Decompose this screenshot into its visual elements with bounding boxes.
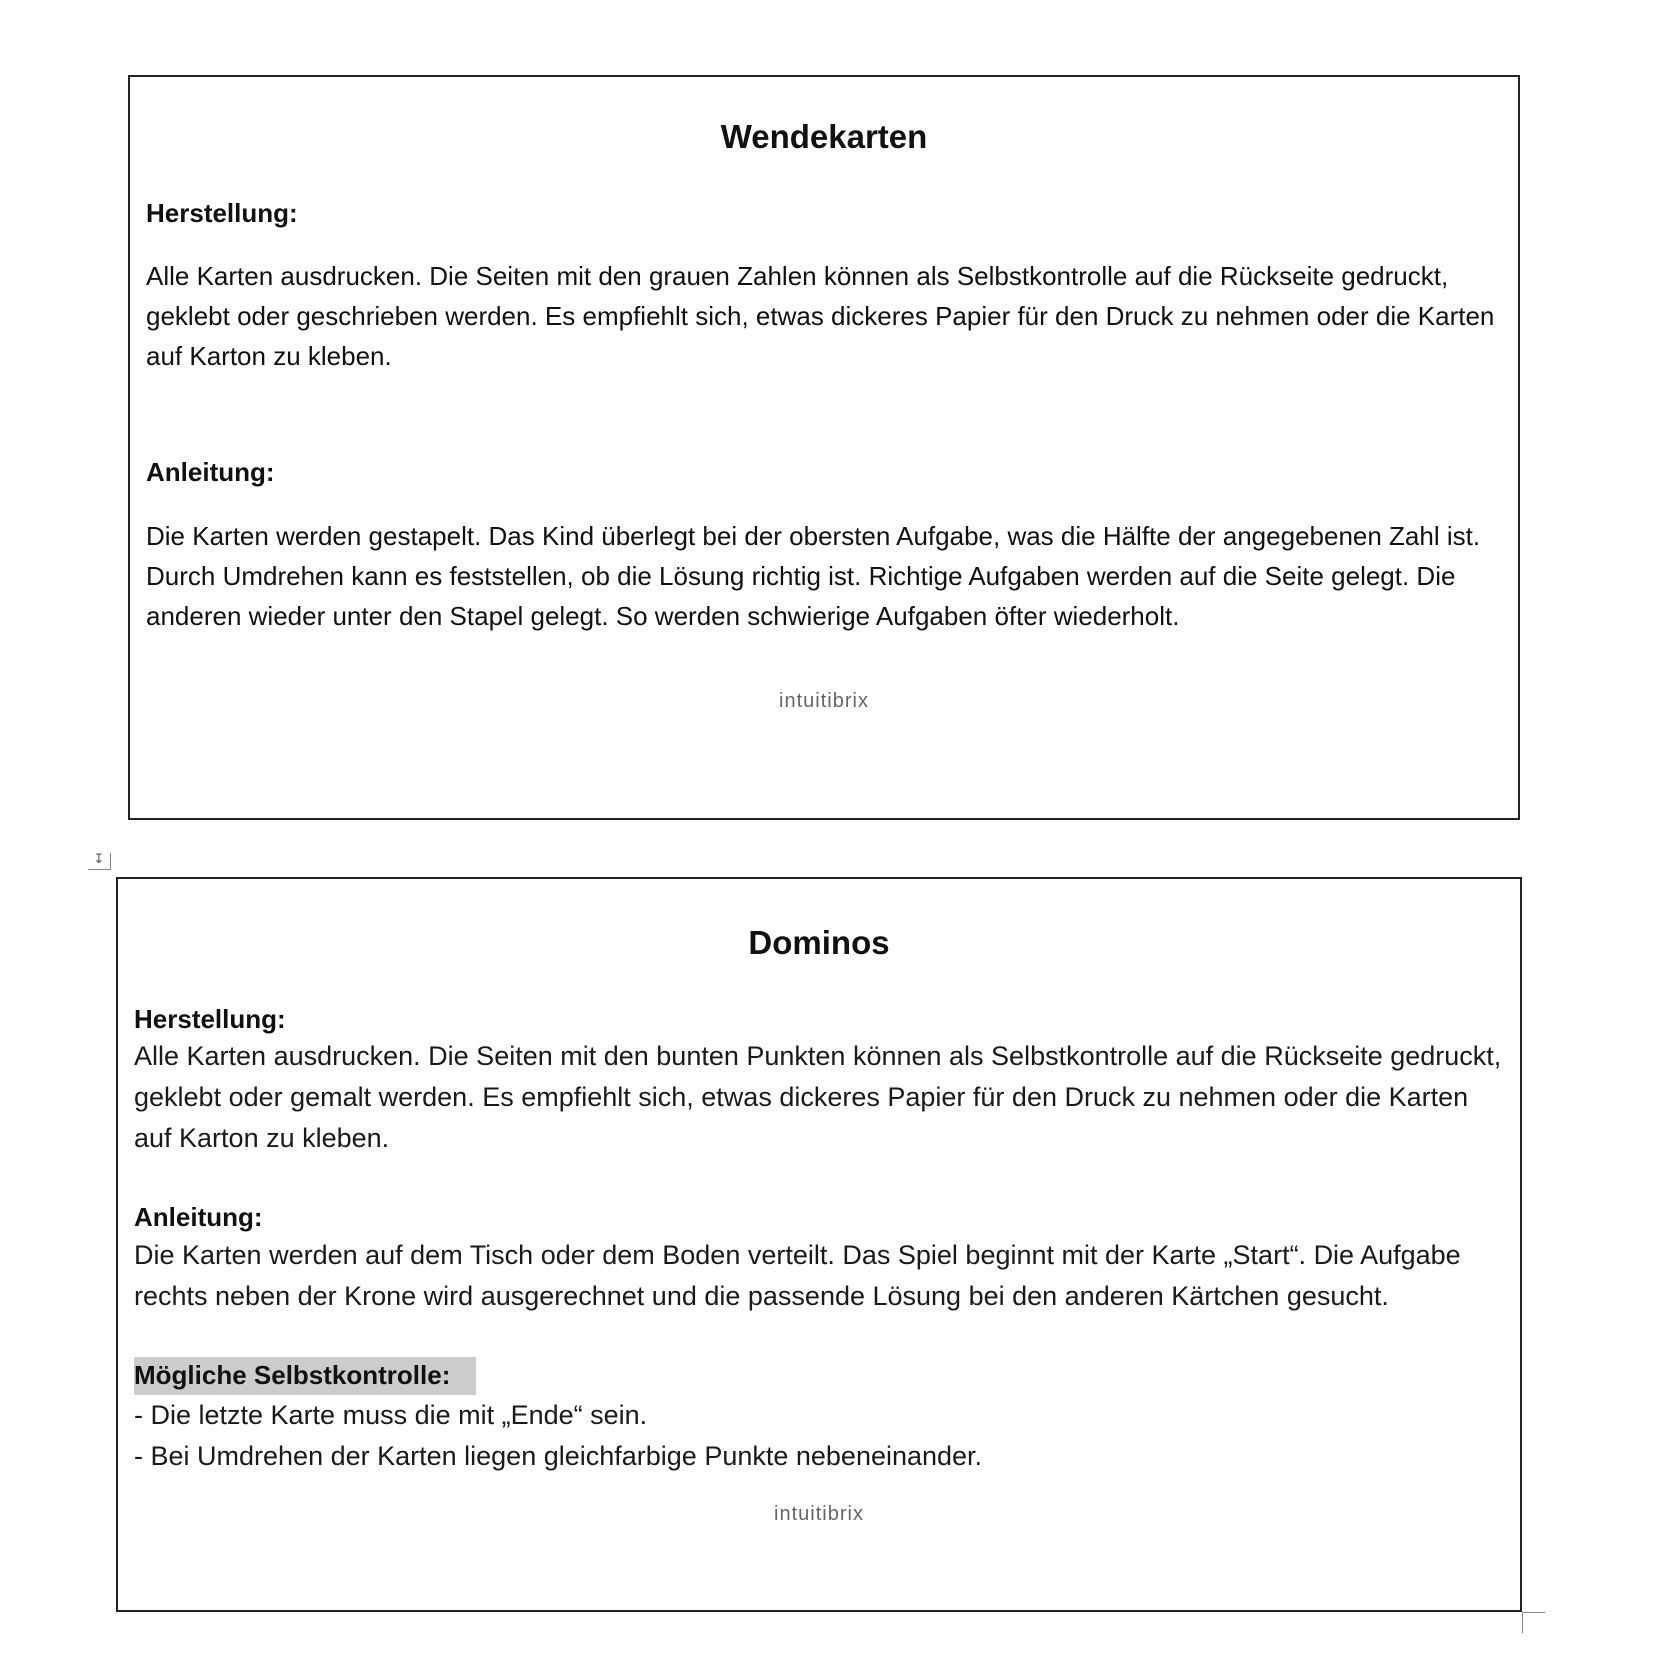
section-title-herstellung: Herstellung: (134, 1003, 286, 1034)
section-title-anleitung: Anleitung: (146, 457, 275, 488)
intuitibrix-logo: intuitibrix (774, 1502, 864, 1525)
section-title-anleitung: Anleitung: (134, 1202, 263, 1233)
anleitung-text: Die Karten werden gestapelt. Das Kind überlegt bei der obersten Aufgabe, was die Hälfte der angegebenen Zahl ist. Durch Umdrehen kann es feststellen, ob die Lösung richtig ist. Richtige Aufgaben werden auf die Seite gelegt. Die anderen wieder unter den Stapel gelegt. So werden schwierige Aufgaben öfter wiederholt. (146, 521, 1481, 632)
list-item: - Bei Umdrehen der Karten liegen gleichfarbige Punkte nebeneinander. (134, 1440, 983, 1471)
card-title: Dominos (748, 924, 890, 961)
card-dominos (116, 877, 1522, 1612)
table-anchor-icon[interactable]: ↧ (88, 853, 111, 870)
anleitung-text: Die Karten werden auf dem Tisch oder dem Boden verteilt. Das Spiel beginnt mit der Karte „Start“. Die Aufgabe rechts neben der Krone wird ausgerechnet und die passende Lösung bei den anderen Kärtchen gesucht. (134, 1240, 1461, 1312)
selbstkontrolle-list (134, 1395, 1504, 1477)
section-title-selbstkontrolle: Mögliche Selbstkontrolle: (134, 1357, 476, 1395)
section-title-herstellung: Herstellung: (146, 197, 298, 228)
herstellung-text: Alle Karten ausdrucken. Die Seiten mit den grauen Zahlen können als Selbstkontrolle auf die Rückseite gedruckt, geklebt oder geschrieben werden. Es empfiehlt sich, etwas dickeres Papier für den Druck zu nehmen oder die Karten auf Karton zu kleben. (146, 261, 1495, 372)
intuitibrix-logo: intuitibrix (779, 690, 869, 713)
card-wendekarten (128, 75, 1520, 820)
list-item: - Die letzte Karte muss die mit „Ende“ sein. (134, 1399, 648, 1430)
page-corner-mark (1522, 1612, 1545, 1633)
card-title: Wendekarten (720, 118, 928, 155)
herstellung-text: Alle Karten ausdrucken. Die Seiten mit den bunten Punkten können als Selbstkontrolle auf die Rückseite gedruckt, geklebt oder gemalt werden. Es empfiehlt sich, etwas dickeres Papier für den Druck zu nehmen oder die Karten auf Karton zu kleben. (134, 1041, 1502, 1154)
